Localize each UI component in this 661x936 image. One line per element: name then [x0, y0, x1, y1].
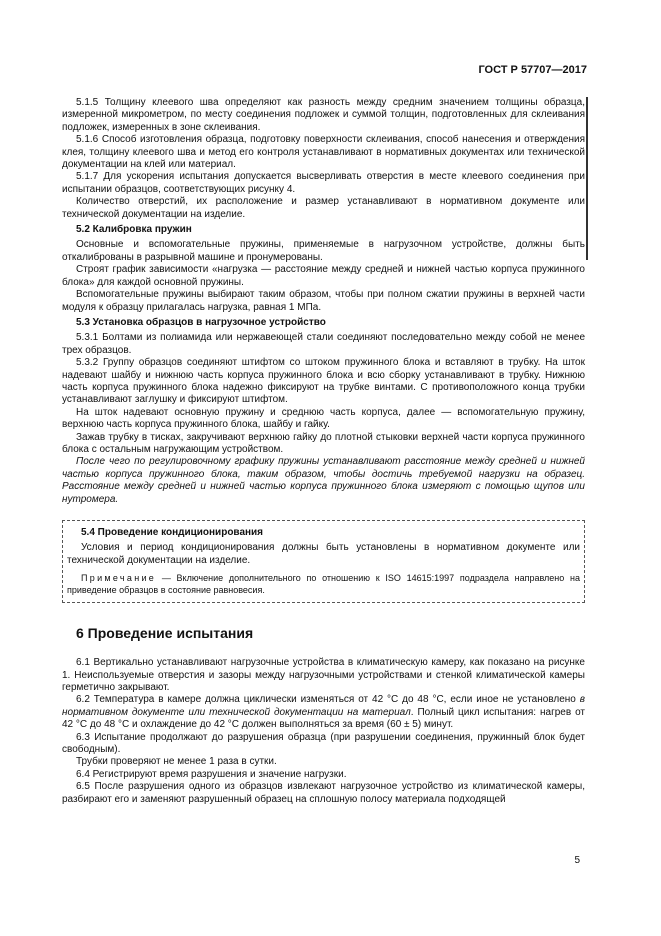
- paragraph-5-4: Условия и период кондиционирования должны быть установлены в нормативном документе или технической документации на изделие.: [67, 542, 580, 566]
- heading-5-2: 5.2 Калибровка пружин: [76, 224, 192, 236]
- paragraph-6-4: 6.4 Регистрируют время разрушения и значение нагрузки.: [76, 768, 347, 780]
- heading-6: 6 Проведение испытания: [76, 625, 254, 642]
- paragraph-6-2-italic: в нормативном документе или технической документации на материал: [62, 694, 585, 718]
- paragraph-6-5: 6.5 После разрушения одного из образцов извлекают нагрузочное устройство из климатической камеры, разбирают его и заменяют разрушенный образец на сплошную полосу материала подходящей: [62, 781, 585, 805]
- paragraph-6-2: [62, 694, 585, 731]
- paragraph-6-3-check: Трубки проверяют не менее 1 раза в сутки.: [76, 756, 277, 768]
- paragraph-5-3-vise: Зажав трубку в тисках, закручивают верхнюю гайку до плотной стыковки верхней части корпуса пружинного блока с остальным нагружающим устройством.: [62, 431, 585, 455]
- note-label: Примечание: [81, 573, 157, 584]
- page-number: 5: [574, 855, 580, 866]
- paragraph-5-2-b: Строят график зависимости «нагрузка — расстояние между средней и нижней частью корпуса пружинного блока» для каждой основной пружины.: [62, 264, 585, 288]
- note-text: — Включение дополнительного по отношению к ISO 14615:1997 подраздела направлено на приведение образцов в состояние равновесия.: [67, 573, 580, 595]
- note: [67, 573, 580, 596]
- main-content: [62, 97, 585, 806]
- paragraph-5-1-5: 5.1.5 Толщину клеевого шва определяют как разность между средним значением толщины образца, измеренной микрометром, по месту соединения подложек и суммой толщин, подготовленных для склеивания подложек, измеренных в зоне склеивания.: [62, 97, 585, 133]
- heading-5-4: 5.4 Проведение кондиционирования: [81, 527, 264, 538]
- paragraph-5-1-6: 5.1.6 Способ изготовления образца, подготовку поверхности склеивания, способ нанесения и отверждения клея, толщину клеевого шва и метод его контроля устанавливают в нормативных документах или технической документации на клей или материал.: [62, 134, 585, 171]
- change-bar-1: [586, 97, 588, 260]
- paragraph-5-3-2: 5.3.2 Группу образцов соединяют штифтом со штоком пружинного блока и вставляют в трубку. На шток надевают шайбу и нижнюю часть корпуса пружинного блока и всю сборку устанавливают в трубку. Нижнюю часть корпуса пружинного блока надежно фиксируют на трубке винтами. С противоположного конца трубки устанавливают заглушку и фиксируют штифтом.: [62, 357, 585, 406]
- paragraph-5-3-spring: На шток надевают основную пружину и среднюю часть корпуса, далее — вспомогательную пружину, верхнюю часть корпуса пружинного блока, шайбу и гайку.: [62, 406, 585, 431]
- paragraph-6-1: 6.1 Вертикально устанавливают нагрузочные устройства в климатическую камеру, как показано на рисунке 1. Неиспользуемые отверстия и зазоры между нагрузочными устройствами и стенкой климатической камеры герметично закрывают.: [62, 657, 585, 694]
- paragraph-6-3: 6.3 Испытание продолжают до разрушения образца (при разрушении соединения, пружинный блок будет свободным).: [62, 731, 585, 756]
- paragraph-5-1-7-holes: Количество отверстий, их расположение и размер устанавливают в нормативном документе или технической документации на изделие.: [62, 196, 585, 220]
- heading-5-3: 5.3 Установка образцов в нагрузочное устройство: [76, 316, 326, 328]
- paragraph-5-3-adjust: После чего по регулировочному графику пружины устанавливают расстояние между средней и нижней частью корпуса пружинного блока, таким образом, чтобы достичь требуемой нагрузки на образец. Расстояние между средней и нижней частью корпуса пружинного блока измеряют с помощью щупов или нутромера.: [62, 456, 585, 505]
- paragraph-5-2-c: Вспомогательные пружины выбирают таким образом, чтобы при полном сжатии пружины в верхней части модуля к образцу прилагалась нагрузка, равная 1 МПа.: [62, 289, 585, 313]
- paragraph-5-1-7: 5.1.7 Для ускорения испытания допускается высверливать отверстия в месте клеевого соединения при испытании образцов, соответствующих рисунку 4.: [62, 171, 585, 195]
- section-5-4-box: [62, 520, 585, 603]
- paragraph-6-2-part-b: . Полный цикл испытания: нагрев от 42 °С до 48 °С и охлаждение до 42 °С должен выполняться за время (60 ± 5) минут.: [62, 706, 585, 731]
- document-header: ГОСТ Р 57707—2017: [478, 64, 587, 76]
- paragraph-5-3-1: 5.3.1 Болтами из полиамида или нержавеющей стали соединяют последовательно между собой не менее трех образцов.: [62, 332, 585, 356]
- paragraph-6-2-part-a: 6.2 Температура в камере должна циклически изменяться от 42 °С до 48 °С, если иное не установлено: [76, 694, 580, 706]
- paragraph-5-2-a: Основные и вспомогательные пружины, применяемые в нагрузочном устройстве, должны быть откалиброваны в разрывной машине и пронумерованы.: [62, 239, 585, 263]
